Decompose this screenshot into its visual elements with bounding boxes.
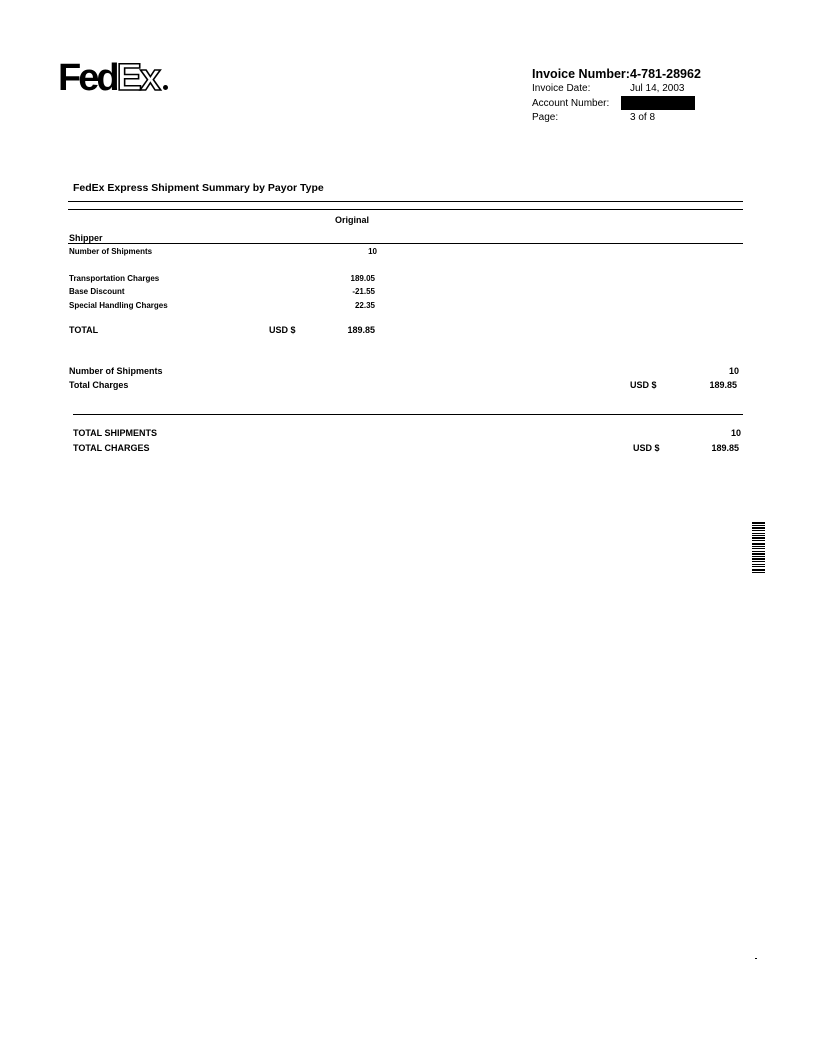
- row-value-shipments: 10: [368, 247, 377, 256]
- invoice-date-value: Jul 14, 2003: [630, 83, 685, 94]
- row-value-base-discount: -21.55: [352, 287, 375, 296]
- title-rule-2: [68, 209, 743, 210]
- invoice-number-value: 4-781-28962: [630, 67, 701, 81]
- summary-title: FedEx Express Shipment Summary by Payor Type: [73, 182, 324, 194]
- row-value-transportation: 189.05: [350, 274, 375, 283]
- subtotal-charges-value: 189.85: [709, 380, 737, 390]
- row-label-transportation: Transportation Charges: [69, 274, 160, 283]
- total-value: 189.85: [347, 325, 375, 335]
- grand-charges-label: TOTAL CHARGES: [73, 443, 150, 453]
- subtotal-charges-currency: USD $: [630, 380, 657, 390]
- page-mark: [755, 958, 757, 959]
- account-number-redaction: [621, 96, 695, 110]
- grand-charges-currency: USD $: [633, 443, 660, 453]
- account-number-label: Account Number:: [532, 98, 610, 109]
- row-value-special-handling: 22.35: [354, 301, 375, 310]
- grand-shipments-label: TOTAL SHIPMENTS: [73, 428, 158, 438]
- grand-charges-value: 189.85: [711, 443, 739, 453]
- group-rule: [68, 243, 743, 244]
- page-value: 3 of 8: [630, 112, 656, 123]
- title-rule-1: [68, 201, 743, 202]
- total-currency: USD $: [269, 325, 296, 335]
- barcode-graphic: [752, 522, 765, 622]
- grand-total-rule: [73, 414, 743, 415]
- subtotal-shipments-label: Number of Shipments: [69, 366, 163, 376]
- row-label-base-discount: Base Discount: [69, 287, 125, 296]
- logo-ex: Ex: [116, 57, 160, 99]
- invoice-date-label: Invoice Date:: [532, 83, 591, 94]
- logo-dot: [163, 85, 168, 90]
- invoice-number-label: Invoice Number:: [532, 67, 630, 81]
- total-label: TOTAL: [69, 325, 99, 335]
- column-header-original: Original: [335, 215, 370, 225]
- subtotal-charges-label: Total Charges: [69, 380, 129, 390]
- subtotal-shipments-value: 10: [728, 366, 739, 376]
- grand-shipments-value: 10: [730, 428, 741, 438]
- barcode-stripe: [752, 573, 765, 574]
- logo-fed: Fed: [58, 57, 117, 99]
- fedex-logo: [58, 58, 168, 98]
- row-label-special-handling: Special Handling Charges: [69, 301, 168, 310]
- row-label-shipments: Number of Shipments: [69, 247, 153, 256]
- group-label-shipper: Shipper: [69, 233, 103, 243]
- page-label: Page:: [532, 112, 559, 123]
